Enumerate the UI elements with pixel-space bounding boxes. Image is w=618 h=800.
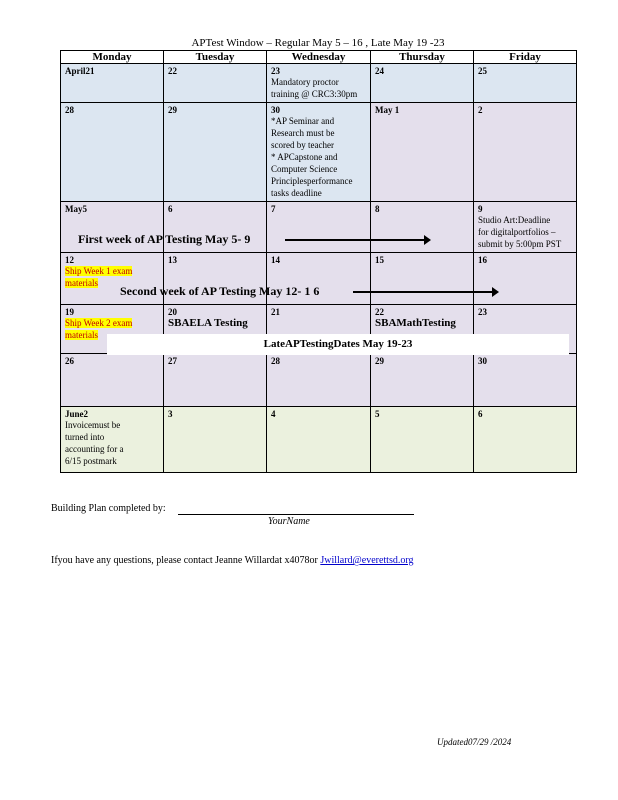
day-cell <box>371 407 474 473</box>
event-note: submit by 5:00pm PST <box>478 239 562 249</box>
first-week-arrow <box>285 239 425 241</box>
date-number: 19 <box>65 307 74 317</box>
day-header-tuesday: Tuesday <box>164 51 267 64</box>
day-cell <box>371 354 474 407</box>
week-row <box>61 407 577 473</box>
date-number: 5 <box>375 409 380 419</box>
day-cell <box>474 64 577 103</box>
date-number: 28 <box>271 356 280 366</box>
date-number: 29 <box>168 105 177 115</box>
signature-line[interactable] <box>178 514 414 515</box>
day-header-monday: Monday <box>61 51 164 64</box>
date-number: 30 <box>271 105 280 115</box>
date-number: 13 <box>168 255 177 265</box>
ship-materials-highlight: Ship Week 1 exam materials <box>65 266 133 288</box>
event-note: * APCapstone and <box>271 152 338 162</box>
date-number: May 1 <box>375 105 400 115</box>
date-number: 21 <box>271 307 280 317</box>
date-number: 7 <box>271 204 276 214</box>
calendar-title: APTest Window – Regular May 5 – 16 , Late May 19 -23 <box>191 37 445 49</box>
date-number: 15 <box>375 255 384 265</box>
date-number: 27 <box>168 356 177 366</box>
day-cell <box>474 354 577 407</box>
date-number: 25 <box>478 66 487 76</box>
day-cell <box>267 103 371 202</box>
date-number: 30 <box>478 356 487 366</box>
event-note: tasks deadline <box>271 188 322 198</box>
day-cell <box>371 253 474 305</box>
calendar-table <box>60 50 577 473</box>
date-number: April21 <box>65 66 95 76</box>
event-note: Research must be <box>271 128 335 138</box>
day-header-wednesday: Wednesday <box>267 51 371 64</box>
day-cell <box>267 202 371 253</box>
event-note: Principlesperformance <box>271 176 353 186</box>
day-cell <box>267 407 371 473</box>
second-week-label: Second week of AP Testing May 12- 1 6 <box>120 284 320 298</box>
contact-text: Ifyou have any questions, please contact Jeanne Willardat x4078or <box>51 555 318 566</box>
late-testing-banner: LateAPTestingDates May 19-23 <box>107 334 569 355</box>
day-cell <box>474 202 577 253</box>
updated-date: Updated07/29 /2024 <box>437 737 512 747</box>
day-cell <box>267 354 371 407</box>
date-number: 6 <box>168 204 173 214</box>
week-row <box>61 64 577 103</box>
day-cell <box>61 64 164 103</box>
day-header-row <box>61 51 577 64</box>
day-cell <box>61 407 164 473</box>
day-cell <box>371 202 474 253</box>
building-plan-label: Building Plan completed by: <box>51 503 166 514</box>
date-number: June2 <box>65 409 89 419</box>
date-number: 29 <box>375 356 384 366</box>
date-number: 26 <box>65 356 74 366</box>
event-note: scored by teacher <box>271 140 334 150</box>
contact-email-link[interactable]: Jwillard@everettsd.org <box>320 555 414 566</box>
event-note: Studio Art:Deadline <box>478 215 551 225</box>
week-row <box>61 103 577 202</box>
date-number: 6 <box>478 409 483 419</box>
day-cell <box>164 407 267 473</box>
date-number: 23 <box>478 307 487 317</box>
event-note: for digitalportfolios – <box>478 227 556 237</box>
day-cell <box>474 103 577 202</box>
day-cell <box>474 407 577 473</box>
ship-materials-highlight: Ship Week 2 exam materials <box>65 318 133 340</box>
date-number: 4 <box>271 409 276 419</box>
day-cell <box>371 103 474 202</box>
event-note: Computer Science <box>271 164 338 174</box>
day-cell <box>164 103 267 202</box>
day-cell <box>61 354 164 407</box>
date-number: 20 <box>168 307 177 317</box>
event-note: 6/15 postmark <box>65 456 117 466</box>
day-cell <box>61 103 164 202</box>
date-number: 9 <box>478 204 483 214</box>
event-note: turned into <box>65 432 105 442</box>
day-cell <box>371 64 474 103</box>
date-number: 16 <box>478 255 487 265</box>
day-header-friday: Friday <box>474 51 577 64</box>
date-number: 8 <box>375 204 380 214</box>
sba-ela-testing: SBAELA Testing <box>168 317 248 329</box>
date-number: 22 <box>375 307 384 317</box>
date-number: 23 <box>271 66 280 76</box>
day-header-thursday: Thursday <box>371 51 474 64</box>
date-number: 3 <box>168 409 173 419</box>
date-number: May5 <box>65 204 87 214</box>
day-cell <box>164 354 267 407</box>
second-week-arrow <box>353 291 493 293</box>
week-row <box>61 354 577 407</box>
first-week-label: First week of AP Testing May 5- 9 <box>78 232 251 246</box>
event-note: accounting for a <box>65 444 124 454</box>
day-cell <box>267 64 371 103</box>
date-number: 22 <box>168 66 177 76</box>
event-note: *AP Seminar and <box>271 116 335 126</box>
date-number: 14 <box>271 255 280 265</box>
day-cell <box>164 64 267 103</box>
event-note: Mandatory proctor <box>271 77 339 87</box>
date-number: 12 <box>65 255 74 265</box>
event-note: Invoicemust be <box>65 420 121 430</box>
sba-math-testing: SBAMathTesting <box>375 317 456 329</box>
your-name-caption: YourName <box>268 516 310 527</box>
date-number: 2 <box>478 105 483 115</box>
date-number: 28 <box>65 105 74 115</box>
contact-line <box>51 555 414 566</box>
day-cell <box>474 253 577 305</box>
date-number: 24 <box>375 66 384 76</box>
event-note: training @ CRC3:30pm <box>271 89 358 99</box>
